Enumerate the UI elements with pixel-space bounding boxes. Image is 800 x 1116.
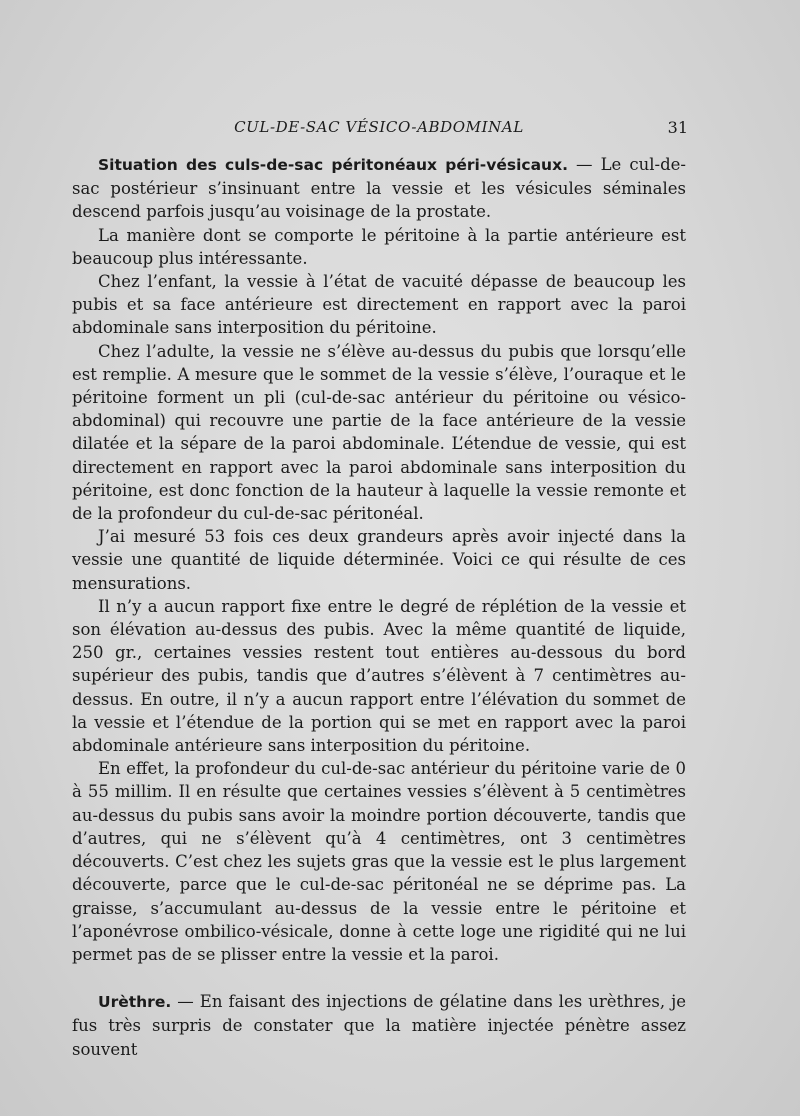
running-title: CUL-DE-SAC VÉSICO-ABDOMINAL (234, 118, 524, 136)
body-text (72, 153, 686, 1061)
paragraph (72, 990, 686, 1061)
section-heading: Urèthre. (98, 993, 172, 1012)
paragraph-text: — En faisant des injections de gélatine dans les urèthres, je fus très surpris de constater que la matière injectée pénètre assez souvent (72, 992, 687, 1059)
section-heading: Situation des culs-de-sac péritonéaux péri-vésicaux. (98, 156, 568, 174)
paragraph: Chez l’adulte, la vessie ne s’élève au-dessus du pubis que lorsqu’elle est remplie. A mesure que le sommet de la vessie s’élève, l’ouraque et le péritoine forment un pli (cul-de-sac antérieur du péritoine ou vésico-abdominal) qui recouvre une partie de la face antérieure de la vessie dilatée et la sépare de la paroi abdominale. L’étendue de vessie, qui est directement en rapport avec la paroi abdominale sans interposition du péritoine, est donc fonction de la hauteur à laquelle la vessie remonte et de la profondeur du cul-de-sac péritonéal. (72, 341, 686, 524)
page-number: 31 (667, 118, 688, 137)
paragraph: Chez l’enfant, la vessie à l’état de vacuité dépasse de beaucoup les pubis et sa face antérieure est directement en rapport avec la paroi abdominale sans interposition du péritoine. (72, 272, 686, 338)
paragraph: J’ai mesuré 53 fois ces deux grandeurs après avoir injecté dans la vessie une quantité de liquide déterminée. Voici ce qui résulte de ces mensurations. (72, 527, 686, 593)
paragraph-text: — Le cul-de-sac postérieur s’insinuant entre la vessie et les vésicules séminales descend parfois jusqu’au voisinage de la prostate. (72, 155, 686, 222)
page-header (70, 118, 688, 140)
paragraph: Il n’y a aucun rapport fixe entre le degré de réplétion de la vessie et son élévation au-dessus des pubis. Avec la même quantité de liquide, 250 gr., certaines vessies restent tout entières au-dessous du bord supérieur des pubis, tandis que d’autres s’élèvent à 7 centimètres au-dessus. En outre, il n’y a aucun rapport entre l’élévation du sommet de la vessie et l’étendue de la portion qui se met en rapport avec la paroi abdominale antérieure sans interposition du péritoine. (72, 596, 686, 756)
paragraph: En effet, la profondeur du cul-de-sac antérieur du péritoine varie de 0 à 55 millim. Il en résulte que certaines vessies s’élèvent à 5 centimètres au-dessus du pubis sans avoir la moindre portion découverte, tandis que d’autres, qui ne s’élèvent qu’à 4 centimètres, ont 3 centimètres découverts. C’est chez les sujets gras que la vessie est le plus largement découverte, parce que le cul-de-sac péritonéal ne se déprime pas. La graisse, s’accumulant au-dessus de la vessie entre le péritoine et l’aponévrose ombilico-vésicale, donne à cette loge une rigidité qui ne lui permet pas de se plisser entre la vessie et la paroi. (72, 759, 686, 964)
paragraph (72, 153, 686, 224)
paragraph: La manière dont se comporte le péritoine à la partie antérieure est beaucoup plus intéressante. (72, 225, 686, 268)
